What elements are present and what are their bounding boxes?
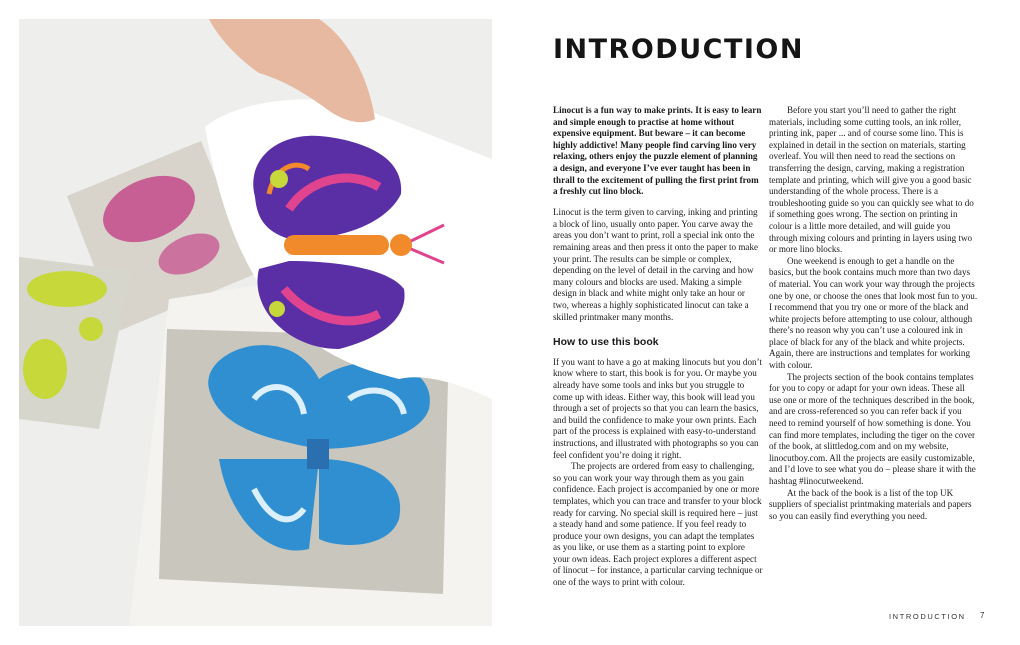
page-title: INTRODUCTION	[553, 34, 804, 65]
section-heading: How to use this book	[553, 336, 659, 349]
intro-paragraph: Linocut is a fun way to make prints. It is easy to learn and simple enough to practise at home without expensive equipment. But beware – it can become highly addictive! Many people find carving lino very relaxing, others enjoy the puzzle element of planning a design, and everyone I’ve ever taught has been in thrall to the excitement of pulling the first print from a freshly cut lino block.	[553, 105, 762, 197]
body-paragraph: Before you start you’ll need to gather the right materials, including some cutting tools, an ink roller, printing ink, paper ... and of course some lino. This is explained in detail in the section on materials, starting overleaf. You will then need to read the sections on transferring the design, carving, making a registration template and printing, which will give you a good basic understanding of the whole process. There is a troubleshooting guide so you can quickly see what to do if something goes wrong. The section on printing in colour is a little more detailed, and will guide you through mixing colours and printing in layers using two or more lino blocks.	[769, 105, 974, 255]
running-footer: INTRODUCTION	[889, 612, 966, 621]
body-paragraph: If you want to have a go at making linocuts but you don’t know where to start, this book is for you. Or maybe you already have some tools and inks but you struggle to come up with ideas. Either way, this book will lead you through a set of projects so that you can learn the basics, and build the confidence to make your own prints. Each part of the process is explained with easy-to-understand instructions, and illustrated with photographs so you can feel confident you’re doing it right.	[553, 356, 762, 460]
linocut-photo	[19, 19, 492, 626]
body-paragraph: The projects are ordered from easy to challenging, so you can work your way through them as you gain confidence. Each project is accompanied by one or more templates, which you can trace and transfer to your block ready for carving. No special skill is required here – just a steady hand and some patience. If you feel ready to produce your own designs, you can adapt the templates as you like, or use them as a starting point to explore your own ideas. Each project explores a different aspect of linocut – for instance, a particular carving technique or one of the ways to print with colour.	[553, 461, 763, 588]
left-text-column	[553, 105, 763, 589]
body-paragraph: One weekend is enough to get a handle on the basics, but the book contains much more than two days of material. You can work your way through the projects one by one, or choose the ones that look most fun to you. I recommend that you try one or more of the black and white projects before attempting to use colour, although there’s no reason why you can’t use a coloured ink in place of black for any of the black and white projects. Again, there are instructions and templates for working with colour.	[769, 255, 978, 371]
page-number: 7	[980, 611, 985, 620]
right-text-column	[769, 105, 979, 522]
body-paragraph: The projects section of the book contains templates for you to copy or adapt for your own ideas. These all use one or more of the techniques described in the book, and are cross-referenced so you can refer back if you need to remind yourself of how something is done. You can find more templates, including the tiger on the cover of the book, at slittledog.com and on my website, linocutboy.com. All the projects are easily customizable, and I’d love to see what you do – please share it with the hashtag #linocutweekend.	[769, 371, 976, 486]
body-paragraph: At the back of the book is a list of the top UK suppliers of specialist printmaking materials and papers so you can easily find everything you need.	[769, 487, 972, 521]
body-paragraph: Linocut is the term given to carving, inking and printing a block of lino, usually onto paper. You carve away the areas you don’t want to print, roll a special ink onto the remaining areas and then press it onto the paper to make your print. The results can be simple or complex, depending on the level of detail in the carving and how many colours and blocks are used. Making a simple design in black and white might only take an hour or two, whereas a highly sophisticated linocut can take a skilled printmaker many months.	[553, 207, 759, 322]
